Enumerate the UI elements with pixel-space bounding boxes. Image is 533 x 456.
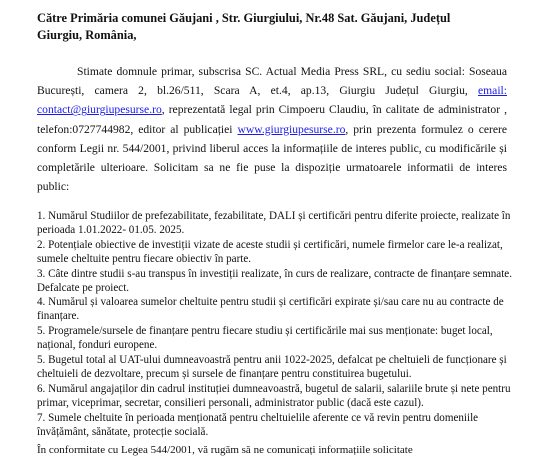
request-item-7: 7. Sumele cheltuite în perioada menționată pentru cheltuielile aferente ce vă revin pentru domeniile învățământ, sănătate, protecție socială. <box>37 411 479 438</box>
address-line-1: Către Primăria comunei Găujani , Str. Giurgiului, Nr.48 Sat. Găujani, Județul <box>37 11 451 25</box>
request-list <box>37 210 515 441</box>
paragraph-end: , prin prezenta formulez o cerere conform Legii nr. 544/2001, privind liberul acces la informațiile de interes public, cu modificările și completările ulterioare. Solicitam sa ne fie puse la dispoziție urmatoarele informatii de interes public: <box>37 122 507 194</box>
website-link[interactable]: www.giurgiupesurse.ro <box>237 122 346 136</box>
request-item-6: 6. Numărul angajaților din cadrul instituției dumneavoastră, bugetul de salarii, salariile brute și nete pentru primar, viceprimar, secretar, consilieri personali, administrator public (dacă este cazul). <box>37 382 511 409</box>
request-item-3: 3. Câte dintre studii s-au transpus în investiții realizate, în curs de realizare, contracte de finanțare semnate. Defalcate pe proiect. <box>37 267 512 294</box>
request-item-5: 5. Programele/sursele de finanțare pentru fiecare studiu și certificările mai sus menționate: buget local, național, fonduri europene. <box>37 325 493 352</box>
request-item-4: 4. Numărul și valoarea sumelor cheltuite pentru studii și certificări expirate și/sau care nu au contracte de finanțare. <box>37 296 504 323</box>
request-item-5b: 5. Bugetul total al UAT-ului dumneavoastră pentru anii 1022-2025, defalcat pe cheltuieli de funcționare și cheltuieli de dezvoltare, precum și sursele de finanțare pentru constituirea bugetului. <box>37 354 507 380</box>
address-line-2: Giurgiu, România, <box>37 28 137 42</box>
email-link[interactable]: email: contact@giurgiupesurse.ro <box>37 84 507 117</box>
request-item-2: 2. Potențiale obiective de investiții vizate de aceste studii și certificări, numele firmelor care le-a realizat, sumele cheltuite pentru fiecare obiectiv în parte. <box>37 238 503 265</box>
cut-off-text: În conformitate cu Legea 544/2001, vă rugăm să ne comunicați informațiile solicitate <box>37 444 413 456</box>
request-item-1: 1. Numărul Studiilor de prefezabilitate, fezabilitate, DALI și certificări pentru diferite proiecte, realizate în perioada 1.01.2022- 01.05. 2025. <box>37 210 511 236</box>
letter-paragraph <box>37 62 507 196</box>
paragraph-middle: , reprezentată legal prin Cimpoeru Claudiu, în calitate de administrator , telefon:0727744982, editor al publicației <box>37 103 507 136</box>
recipient-address <box>37 10 507 44</box>
paragraph-start: Stimate domnule primar, subscrisa SC. Actual Media Press SRL, cu sediu social: Soseaua București, camera 2, bl.26/511, Scara A, et.4, ap.13, Giurgiu Județul Giurgiu, <box>37 65 507 98</box>
